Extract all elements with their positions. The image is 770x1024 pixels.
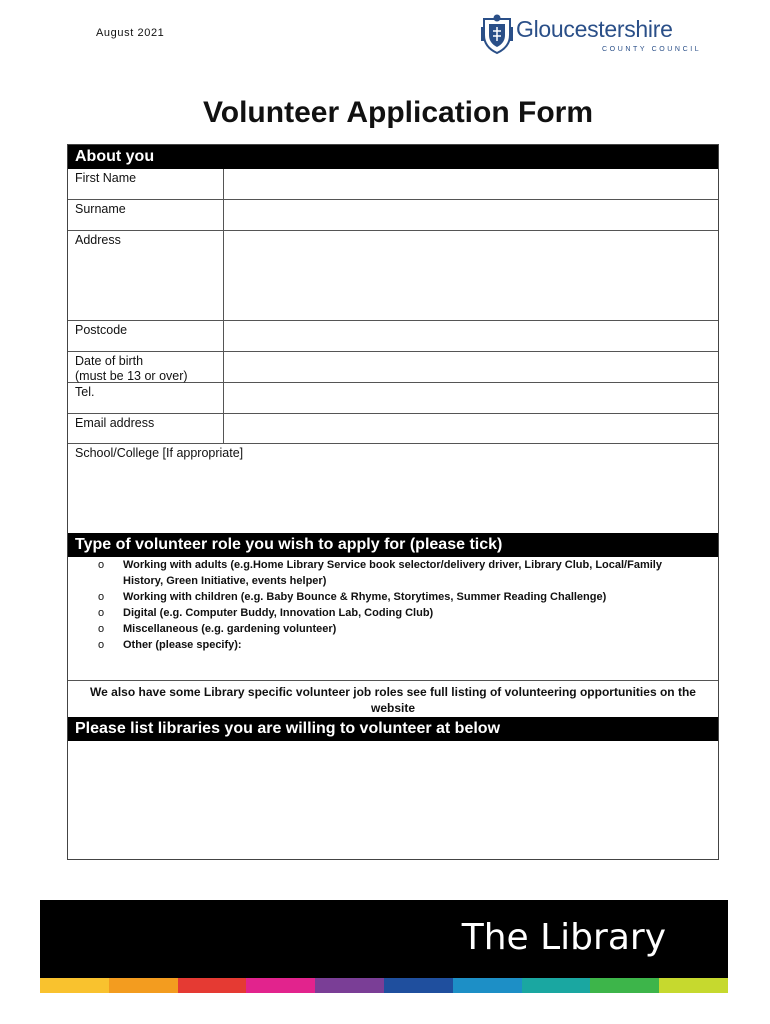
stripe-segment [659,978,728,993]
role-option-children[interactable] [98,589,698,605]
email-label: Email address [75,416,155,430]
libraries-field[interactable] [68,741,718,859]
school-label: School/College [If appropriate] [75,446,244,460]
bullet-icon: o [98,639,105,651]
application-form [67,144,719,860]
council-logo [480,13,720,59]
bullet-icon: o [98,559,105,571]
color-stripe [40,978,728,993]
postcode-label: Postcode [75,323,128,337]
form-row-address [68,231,718,321]
form-row-school[interactable] [68,444,718,533]
address-label: Address [75,233,121,247]
form-row-postcode [68,321,718,352]
section-roles-heading: Type of volunteer role you wish to apply for (please tick) [68,533,718,557]
library-banner [40,900,728,993]
form-row-date-of-birth [68,352,718,383]
role-option-label: Working with children (e.g. Baby Bounce & Rhyme, Storytimes, Summer Reading Challenge) [123,591,607,603]
library-brand-text: The Library [461,917,666,958]
section-about-heading: About you [68,145,718,169]
form-row-tel [68,383,718,414]
stripe-segment [109,978,178,993]
role-option-label: Other (please specify): [123,639,242,651]
stripe-segment [246,978,315,993]
stripe-segment [522,978,591,993]
date-of-birth-label: Date of birth (must be 13 or over) [75,354,188,383]
bullet-icon: o [98,607,105,619]
surname-label: Surname [75,202,126,216]
role-option-label: Working with adults (e.g.Home Library Service book selector/delivery driver, Library Club, Local/Family History, Green Initiative, events helper) [123,559,662,587]
document-date: August 2021 [96,27,165,39]
library-roles-notice: We also have some Library specific volunteer job roles see full listing of volunteering opportunities on the website [90,685,696,715]
stripe-segment [384,978,453,993]
form-row-email [68,414,718,444]
council-name: Gloucestershire [516,16,673,42]
email-field[interactable] [223,414,718,443]
first-name-label: First Name [75,171,137,185]
bullet-icon: o [98,591,105,603]
stripe-segment [178,978,247,993]
stripe-segment [590,978,659,993]
stripe-segment [453,978,522,993]
role-option-label: Digital (e.g. Computer Buddy, Innovation Lab, Coding Club) [123,607,434,619]
page-title: Volunteer Application Form [202,96,593,129]
section-libraries-heading: Please list libraries you are willing to volunteer at below [68,717,718,741]
first-name-field[interactable] [223,169,718,199]
role-option-other[interactable] [98,637,698,653]
stripe-segment [40,978,109,993]
postcode-field[interactable] [223,321,718,351]
tel-label: Tel. [75,385,95,399]
form-row-surname [68,200,718,231]
tel-field[interactable] [223,383,718,413]
role-option-label: Miscellaneous (e.g. gardening volunteer) [123,623,337,635]
surname-field[interactable] [223,200,718,230]
role-option-miscellaneous[interactable] [98,621,698,637]
role-option-adults[interactable] [98,557,698,589]
bullet-icon: o [98,623,105,635]
crest-icon [480,13,514,55]
role-options [68,557,718,681]
date-of-birth-field[interactable] [223,352,718,382]
role-option-digital[interactable] [98,605,698,621]
address-field[interactable] [223,231,718,320]
council-subtitle: COUNTY COUNCIL [602,46,702,53]
form-row-first-name [68,169,718,200]
stripe-segment [315,978,384,993]
